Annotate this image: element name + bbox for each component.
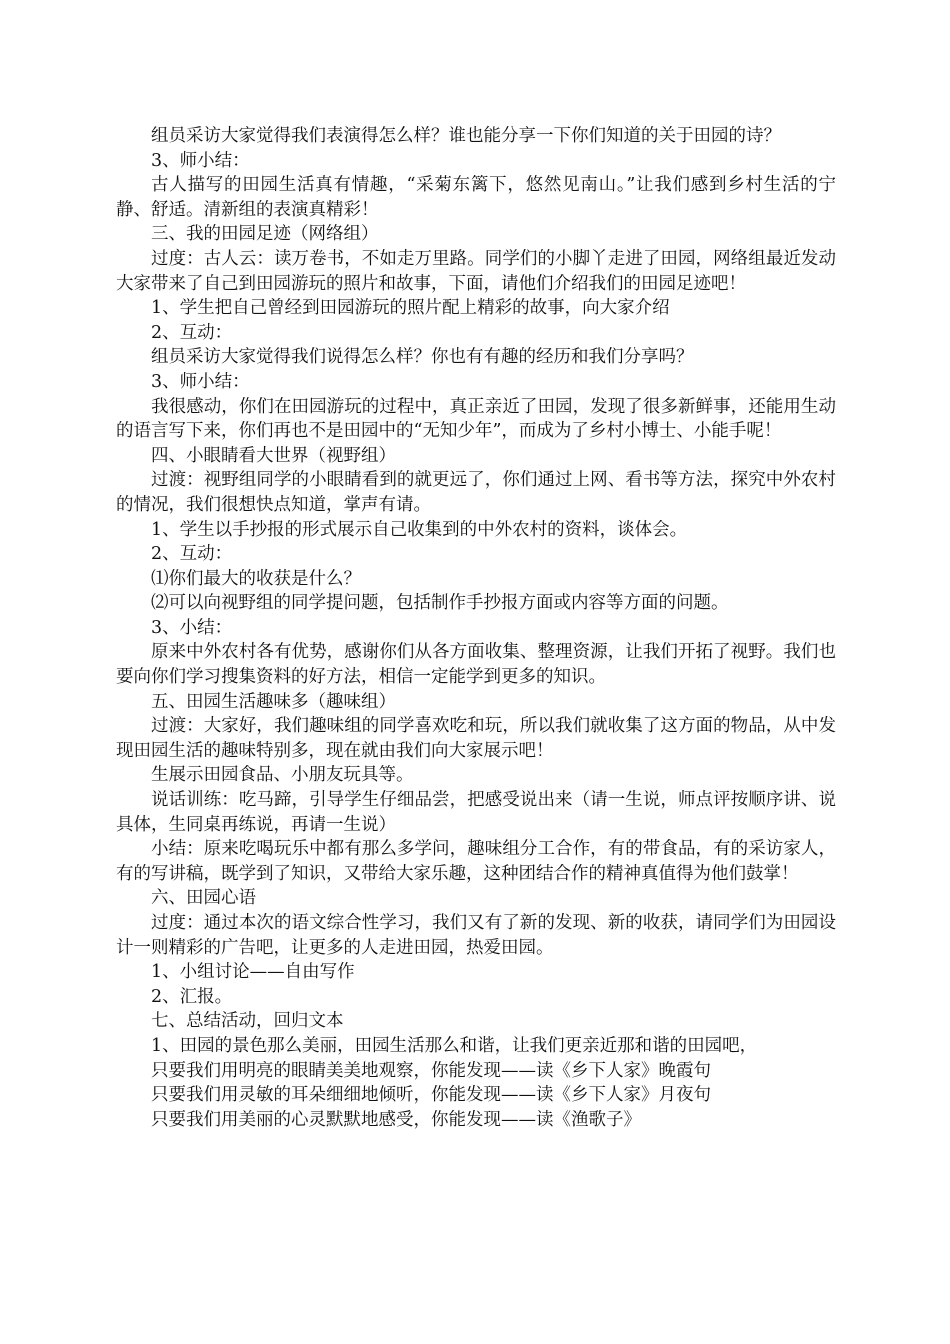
section-heading: 六、田园心语	[151, 888, 256, 909]
paragraph: 生展示田园食品、小朋友玩具等。	[151, 765, 414, 786]
paragraph: 原来中外农村各有优势，感谢你们从各方面收集、整理资源，让我们开拓了视野。我们也要向你们学习搜集资料的好方法，相信一定能学到更多的知识。	[116, 642, 836, 688]
paragraph: 只要我们用美丽的心灵默默地感受，你能发现——读《渔歌子》	[151, 1109, 641, 1130]
paragraph: 过度：古人云：读万卷书，不如走万里路。同学们的小脚丫走进了田园，网络组最近发动大家带来了自己到田园游玩的照片和故事，下面，请他们介绍我们的田园足迹吧！	[116, 248, 836, 294]
paragraph: 3、师小结：	[151, 371, 250, 392]
paragraph: 1、学生以手抄报的形式展示自己收集到的中外农村的资料，谈体会。	[151, 519, 688, 540]
paragraph: 只要我们用灵敏的耳朵细细地倾听，你能发现——读《乡下人家》月夜句	[151, 1085, 711, 1106]
paragraph: 2、互动：	[151, 544, 233, 565]
paragraph: 说话训练：吃马蹄，引导学生仔细品尝，把感受说出来（请一生说，师点评按顺序讲、说具体，生同桌再练说，再请一生说）	[116, 790, 836, 835]
document-body	[116, 124, 836, 1132]
paragraph: ⑴你们最大的收获是什么？	[151, 568, 361, 589]
paragraph: 2、互动：	[151, 322, 233, 343]
section-heading: 七、总结活动，回归文本	[151, 1011, 344, 1032]
paragraph: 1、田园的景色那么美丽，田园生活那么和谐，让我们更亲近那和谐的田园吧，	[151, 1035, 758, 1056]
paragraph: 3、小结：	[151, 617, 233, 638]
paragraph: 过度：通过本次的语文综合性学习，我们又有了新的发现、新的收获，请同学们为田园设计一则精彩的广告吧，让更多的人走进田园，热爱田园。	[116, 913, 836, 958]
paragraph: 过渡：大家好，我们趣味组的同学喜欢吃和玩，所以我们就收集了这方面的物品，从中发现田园生活的趣味特别多，现在就由我们向大家展示吧！	[116, 716, 836, 761]
section-heading: 五、田园生活趣味多（趣味组）	[151, 691, 396, 712]
paragraph: 2、汇报。	[151, 986, 233, 1007]
paragraph: 古人描写的田园生活真有情趣，“采菊东篱下，悠然见南山。”让我们感到乡村生活的宁静、舒适。清新组的表演真精彩！	[116, 175, 836, 220]
paragraph: 组员采访大家觉得我们表演得怎么样？谁也能分享一下你们知道的关于田园的诗？	[151, 126, 781, 146]
paragraph: 1、学生把自己曾经到田园游玩的照片配上精彩的故事，向大家介绍	[151, 298, 670, 319]
section-heading: 四、小眼睛看大世界（视野组）	[151, 445, 396, 466]
paragraph: 我很感动，你们在田园游玩的过程中，真正亲近了田园，发现了很多新鲜事，还能用生动的语言写下来，你们再也不是田园中的“无知少年”，而成为了乡村小博士、小能手呢！	[116, 396, 836, 442]
paragraph: ⑵可以向视野组的同学提问题，包括制作手抄报方面或内容等方面的问题。	[151, 593, 729, 614]
paragraph: 过渡：视野组同学的小眼睛看到的就更远了，你们通过上网、看书等方法，探究中外农村的情况，我们很想快点知道，掌声有请。	[116, 470, 836, 515]
paragraph: 组员采访大家觉得我们说得怎么样？你也有有趣的经历和我们分享吗？	[151, 347, 694, 368]
paragraph: 只要我们用明亮的眼睛美美地观察，你能发现——读《乡下人家》晚霞句	[151, 1060, 711, 1081]
paragraph: 3、师小结：	[151, 150, 250, 171]
paragraph: 1、小组讨论——自由写作	[151, 962, 355, 983]
section-heading: 三、我的田园足迹（网络组）	[151, 224, 379, 245]
paragraph: 小结：原来吃喝玩乐中都有那么多学问，趣味组分工合作，有的带食品，有的采访家人，有的写讲稿，既学到了知识，又带给大家乐趣，这种团结合作的精神真值得为他们鼓掌！	[116, 839, 836, 884]
